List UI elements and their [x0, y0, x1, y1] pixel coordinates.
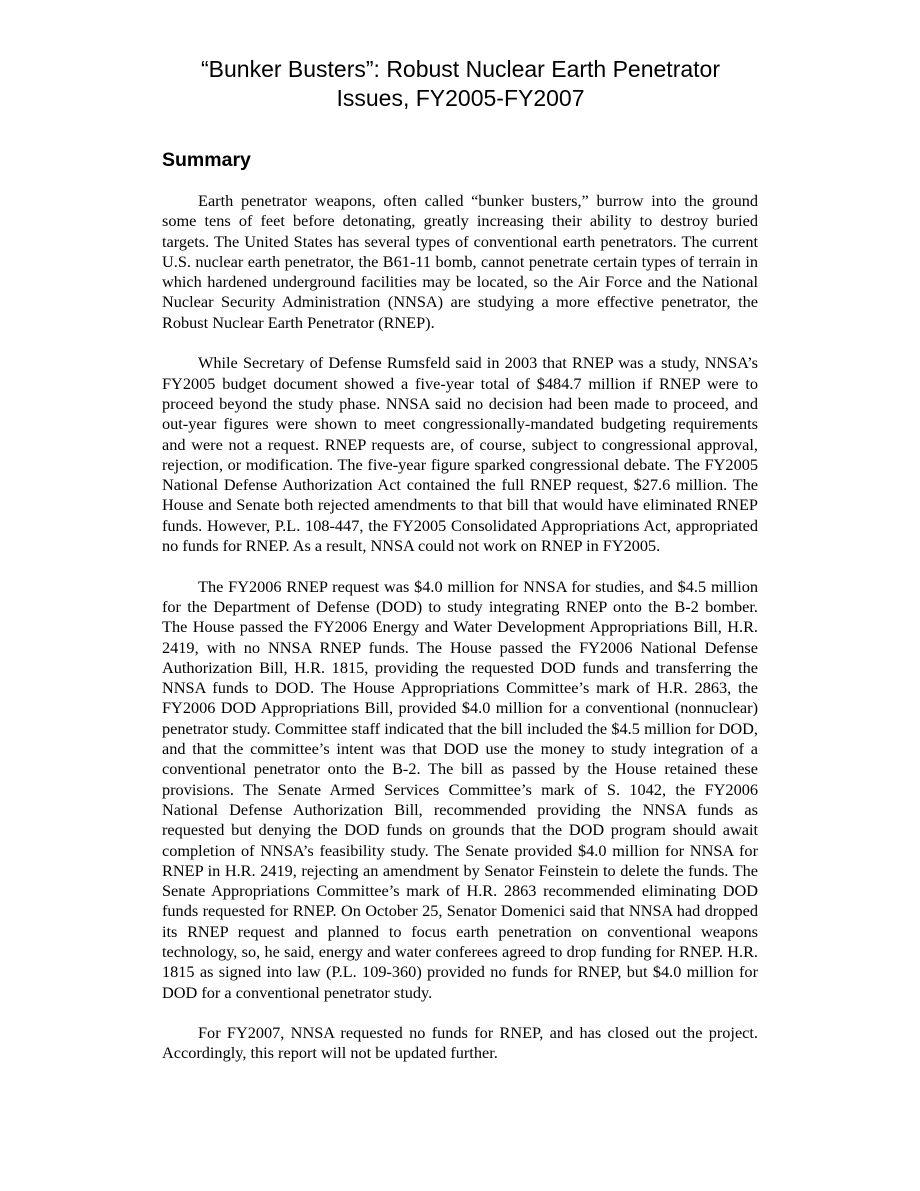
- summary-body: [162, 191, 758, 1084]
- summary-paragraph-1: Earth penetrator weapons, often called “bunker busters,” burrow into the ground some tens of feet before detonating, greatly increasing their ability to destroy buried targets. The United States has several types of conventional earth penetrators. The current U.S. nuclear earth penetrator, the B61-11 bomb, cannot penetrate certain types of terrain in which hardened underground facilities may be located, so the Air Force and the National Nuclear Security Administration (NNSA) are studying a more effective penetrator, the Robust Nuclear Earth Penetrator (RNEP).: [162, 191, 758, 332]
- document-title-line-1: “Bunker Busters”: Robust Nuclear Earth Penetrator: [200, 56, 720, 82]
- summary-paragraph-2: While Secretary of Defense Rumsfeld said in 2003 that RNEP was a study, NNSA’s FY2005 budget document showed a five-year total of $484.7 million if RNEP were to proceed beyond the study phase. NNSA said no decision had been made to proceed, and out-year figures were shown to meet congressionally-mandated budgeting requirements and were not a request. RNEP requests are, of course, subject to congressional approval, rejection, or modification. The five-year figure sparked congressional debate. The FY2005 National Defense Authorization Act contained the full RNEP request, $27.6 million. The House and Senate both rejected amendments to that bill that would have eliminated RNEP funds. However, P.L. 108-447, the FY2005 Consolidated Appropriations Act, appropriated no funds for RNEP. As a result, NNSA could not work on RNEP in FY2005.: [162, 353, 758, 556]
- summary-paragraph-3: The FY2006 RNEP request was $4.0 million for NNSA for studies, and $4.5 million for the Department of Defense (DOD) to study integrating RNEP onto the B-2 bomber. The House passed the FY2006 Energy and Water Development Appropriations Bill, H.R. 2419, with no NNSA RNEP funds. The House passed the FY2006 National Defense Authorization Bill, H.R. 1815, providing the requested DOD funds and transferring the NNSA funds to DOD. The House Appropriations Committee’s mark of H.R. 2863, the FY2006 DOD Appropriations Bill, provided $4.0 million for a conventional (nonnuclear) penetrator study. Committee staff indicated that the bill included the $4.5 million for DOD, and that the committee’s intent was that DOD use the money to study integration of a conventional penetrator onto the B-2. The bill as passed by the House retained these provisions. The Senate Armed Services Committee’s mark of S. 1042, the FY2006 National Defense Authorization Bill, recommended providing the NNSA funds as requested but denying the DOD funds on grounds that the DOD program should await completion of NNSA’s feasibility study. The Senate provided $4.0 million for NNSA for RNEP in H.R. 2419, rejecting an amendment by Senator Feinstein to delete the funds. The Senate Appropriations Committee’s mark of H.R. 2863 recommended eliminating DOD funds requested for RNEP. On October 25, Senator Domenici said that NNSA had dropped its RNEP request and planned to focus earth penetration on conventional weapons technology, so, he said, energy and water conferees agreed to drop funding for RNEP. H.R. 1815 as signed into law (P.L. 109-360) provided no funds for RNEP, but $4.0 million for DOD for a conventional penetrator study.: [162, 576, 758, 1002]
- section-heading-summary: Summary: [162, 149, 251, 171]
- document-title-line-2: Issues, FY2005-FY2007: [336, 85, 585, 111]
- document-title: [163, 55, 758, 113]
- summary-paragraph-4: For FY2007, NNSA requested no funds for RNEP, and has closed out the project. Accordingly, this report will not be updated further.: [162, 1023, 758, 1063]
